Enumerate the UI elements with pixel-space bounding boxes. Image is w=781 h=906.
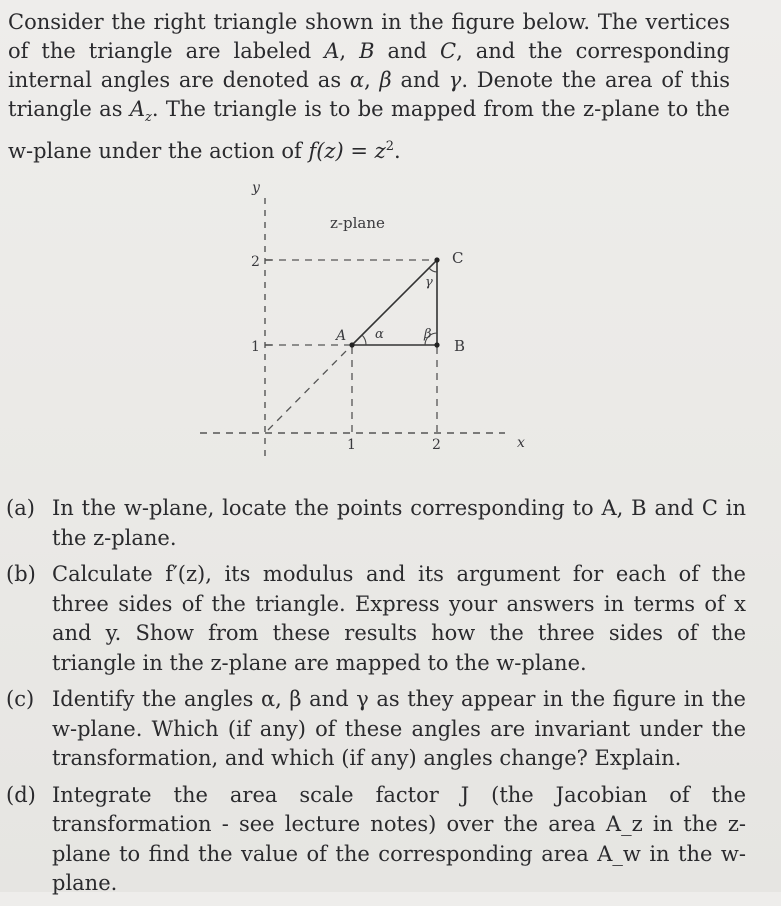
intro-text-2: , and the corresponding internal angles are denoted as	[8, 39, 730, 92]
question-b-label: (b)	[6, 562, 36, 586]
question-d-text: Integrate the area scale factor J (the Jacobian of the transformation - see lecture notes) over the area A_z in the z-plane to find the value of the corresponding area A_w in the w-plane.	[52, 782, 746, 895]
gamma-symbol: γ	[448, 68, 462, 92]
question-a-text: In the w-plane, locate the points corresponding to A, B and C in the z-plane.	[52, 496, 746, 550]
question-b-text: Calculate f′(z), its modulus and its argument for each of the three sides of the triangle. Express your answers in terms of x and y. Show from these results how the three sides of the triangle in the z-plane are mapped to the w-plane.	[52, 562, 746, 675]
question-b	[6, 560, 746, 678]
vertex-a-symbol: A	[324, 39, 340, 63]
question-a-label: (a)	[6, 496, 35, 520]
question-c-text: Identify the angles α, β and γ as they appear in the figure in the w-plane. Which (if any) of these angles are invariant under the transformation, and which (if any) angles change? Explain.	[52, 687, 746, 770]
vertex-c-label: C	[452, 249, 464, 267]
mapping-function: f(z) = z	[308, 139, 386, 164]
intro-comma-1: ,	[339, 39, 360, 63]
intro-text-1: Consider the right triangle shown in the figure below. The vertices of the triangle are labeled	[8, 10, 730, 63]
y-axis-label: y	[252, 180, 260, 196]
triangle-figure	[0, 170, 781, 490]
question-a	[6, 494, 746, 553]
area-z-symbol: A	[129, 97, 146, 121]
vertex-c-symbol: C	[439, 39, 457, 63]
question-c	[6, 685, 746, 774]
y2-tick-label: 2	[251, 254, 260, 270]
intro-comma-2: ,	[364, 68, 380, 92]
vertex-c-dot	[434, 257, 439, 262]
question-d	[6, 781, 746, 899]
intro-period: .	[393, 139, 401, 164]
z-plane-diagram	[0, 170, 781, 490]
gamma-arc	[429, 268, 437, 272]
vertex-b-label: B	[454, 337, 466, 355]
intro-text-4: . The triangle is to be mapped from the z-plane to the w-plane under the action of	[8, 97, 730, 164]
beta-symbol: β	[379, 68, 392, 92]
question-c-label: (c)	[6, 687, 35, 711]
problem-statement	[8, 8, 730, 166]
area-z-subscript: z	[145, 110, 152, 126]
x1-tick-label: 1	[347, 437, 356, 453]
intro-paragraph	[8, 8, 730, 166]
origin-to-a-line	[268, 347, 350, 430]
gamma-label: γ	[425, 275, 433, 290]
vertex-a-dot	[349, 342, 354, 347]
x2-tick-label: 2	[432, 437, 441, 453]
alpha-label: α	[375, 327, 384, 342]
alpha-arc	[362, 335, 366, 345]
vertex-a-label: A	[336, 328, 347, 344]
y1-tick-label: 1	[251, 339, 260, 355]
mapping-exponent: 2	[385, 139, 394, 155]
intro-and-1: and	[374, 39, 440, 63]
alpha-symbol: α	[349, 68, 365, 92]
plane-label: z-plane	[330, 214, 385, 232]
vertex-b-symbol: B	[359, 39, 375, 63]
question-d-label: (d)	[6, 782, 36, 807]
question-list	[6, 494, 746, 906]
vertex-b-dot	[434, 342, 439, 347]
intro-and-2: and	[391, 68, 449, 92]
beta-label: β	[424, 327, 432, 342]
intro-text-3: . Denote the area of this triangle as	[8, 68, 730, 121]
x-axis-label: x	[517, 435, 525, 451]
